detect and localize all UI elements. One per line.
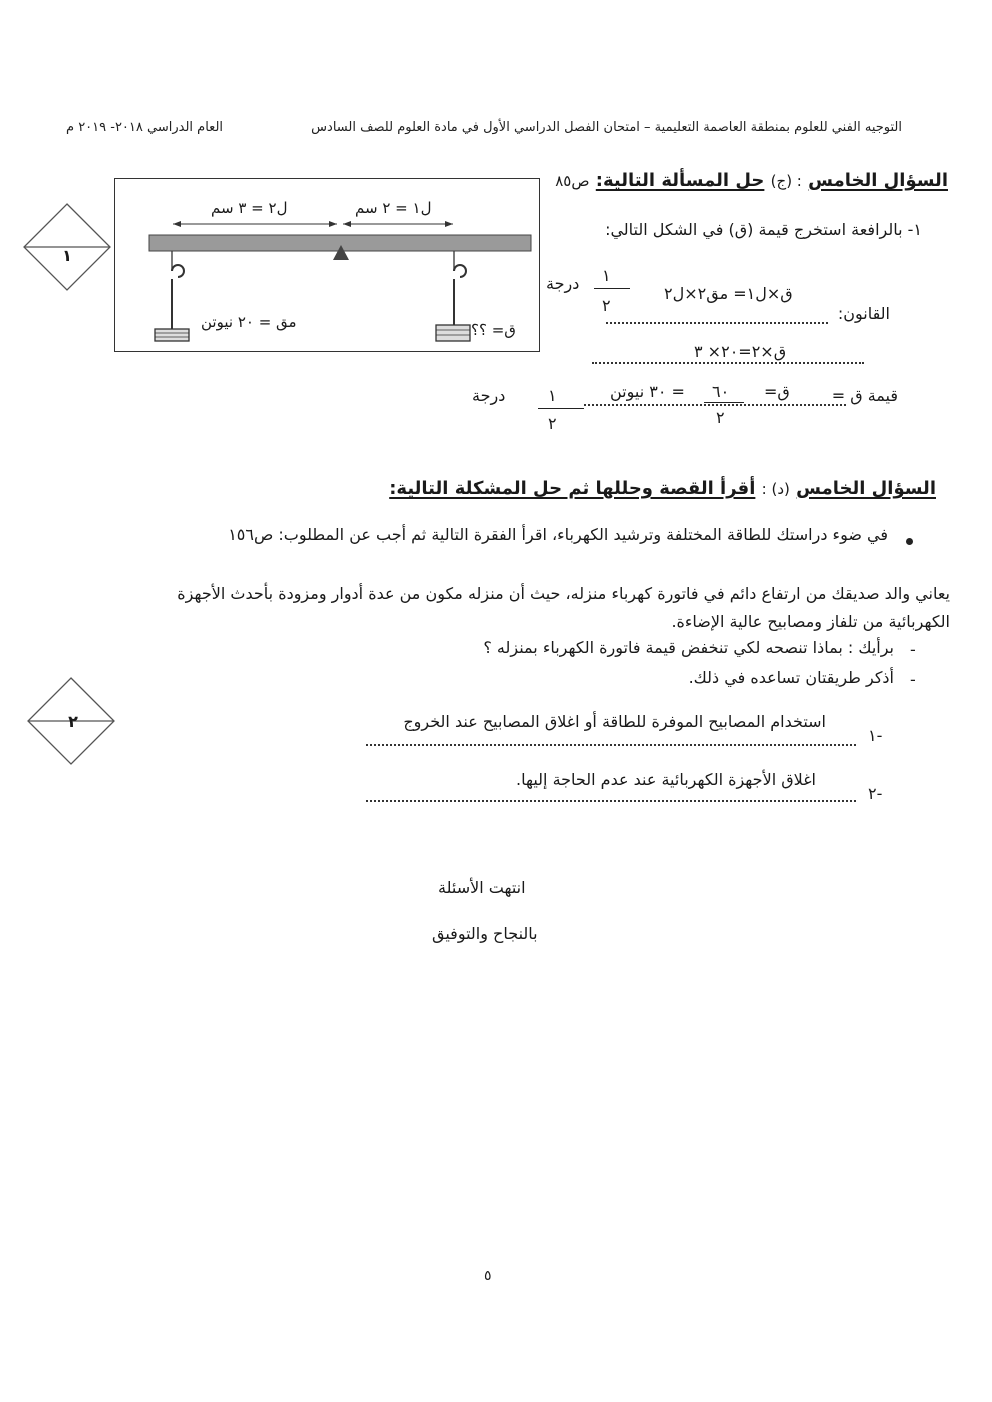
law-answer: ق×ل١= مق٢×ل٢ xyxy=(664,284,793,303)
load-weight xyxy=(155,329,189,341)
score-value-1: ١ xyxy=(62,246,72,265)
section-c-heading xyxy=(555,170,948,191)
story-line-1: يعاني والد صديقك من ارتفاع دائم في فاتورة كهرباء منزله، حيث أن منزله مكون من عدة أدوار ومزودة بأحدث الأجهزة xyxy=(177,584,950,603)
answer-2-dotted-line xyxy=(366,800,856,802)
section-d-heading xyxy=(389,478,936,499)
l2-label: ل٢ = ٣ سم xyxy=(211,199,288,217)
law-grade-line xyxy=(594,288,630,289)
page-number: ٥ xyxy=(484,1268,492,1284)
value-answer-num: ٦٠ xyxy=(712,382,730,401)
section-d-label: السؤال الخامس xyxy=(796,478,936,499)
value-answer-pre: ق= xyxy=(764,382,790,401)
value-dotted-line xyxy=(584,404,846,406)
score-value-2: ٢ xyxy=(68,712,78,731)
question-methods: أذكر طريقتان تساعده في ذلك. xyxy=(688,668,894,687)
value-grade-line xyxy=(538,408,584,409)
value-answer-line xyxy=(704,402,744,403)
l1-label: ل١ = ٢ سم xyxy=(355,199,432,217)
bullet-dot xyxy=(906,538,913,545)
answer-1-text: استخدام المصابيح الموفرة للطاقة أو اغلاق المصابيح عند الخروج xyxy=(403,712,826,731)
question-advice: برأيك : بماذا تنصحه لكي تنخفض قيمة فاتورة الكهرباء بمنزله ؟ xyxy=(483,638,894,657)
force-weight xyxy=(436,325,470,341)
law-dotted-line xyxy=(606,322,828,324)
section-c-title: حل المسألة التالية: xyxy=(595,170,765,191)
wish-text: بالنجاح والتوفيق xyxy=(432,924,538,943)
value-grade-word: درجة xyxy=(472,386,506,405)
value-label: قيمة ق = xyxy=(831,386,898,405)
q1-dash: - xyxy=(910,640,916,659)
q2-dash: - xyxy=(910,670,916,689)
section-c-label: السؤال الخامس xyxy=(808,170,948,191)
header-title: التوجيه الفني للعلوم بمنطقة العاصمة التعليمية – امتحان الفصل الدراسي الأول في مادة العلوم للصف السادس xyxy=(311,120,902,135)
section-c-page-ref: ص٨٥ xyxy=(555,172,590,190)
section-d-title: أقرأ القصة وحللها ثم حل المشكلة التالية: xyxy=(389,478,756,499)
load-label: مق = ٢٠ نيوتن xyxy=(201,313,297,331)
law-grade-word: درجة xyxy=(546,274,580,293)
story-line-2: الكهربائية من تلفاز ومصابيح عالية الإضاءة. xyxy=(671,612,950,631)
work-line: ق×٢=٢٠× ٣ xyxy=(694,342,787,361)
answer-1-dotted-line xyxy=(366,744,856,746)
law-label: القانون: xyxy=(837,304,890,323)
law-grade-den: ٢ xyxy=(602,296,611,315)
lever-figure xyxy=(114,178,540,352)
value-grade-num: ١ xyxy=(548,386,557,405)
end-text: انتهت الأسئلة xyxy=(438,878,526,897)
value-answer-post: = ٣٠ نيوتن xyxy=(610,382,685,401)
question-1: ١- بالرافعة استخرج قيمة (ق) في الشكل التالي: xyxy=(605,220,922,239)
answer-2-text: اغلاق الأجهزة الكهربائية عند عدم الحاجة إليها. xyxy=(516,770,816,789)
force-label: ق= ؟؟ xyxy=(471,321,516,339)
answer-2-number: ٢- xyxy=(868,784,883,803)
law-grade-num: ١ xyxy=(602,266,611,285)
value-grade-den: ٢ xyxy=(548,414,557,433)
value-answer-den: ٢ xyxy=(716,408,725,427)
answer-1-number: ١- xyxy=(868,726,883,745)
header-year: العام الدراسي ٢٠١٨- ٢٠١٩ م xyxy=(66,120,224,135)
bullet-text: في ضوء دراستك للطاقة المختلفة وترشيد الكهرباء، اقرأ الفقرة التالية ثم أجب عن المطلوب: ص١٥٦ xyxy=(228,525,888,544)
section-d-letter: (د) : xyxy=(761,480,790,498)
work-dotted-line xyxy=(592,362,864,364)
section-c-letter: : (ج) xyxy=(770,172,802,190)
